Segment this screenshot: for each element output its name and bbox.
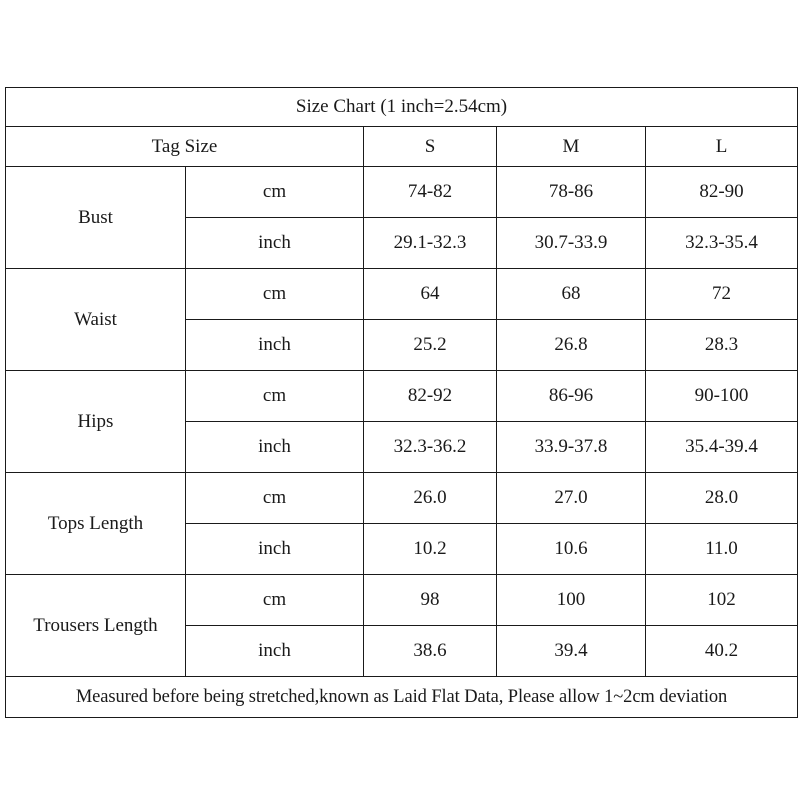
measurement-name: Trousers Length (6, 575, 186, 677)
value-cell-m: 86-96 (497, 371, 646, 422)
size-header-m: M (497, 127, 646, 167)
value-cell-l: 11.0 (646, 524, 798, 575)
value-cell-m: 26.8 (497, 320, 646, 371)
measurement-name: Hips (6, 371, 186, 473)
value-cell-s: 32.3-36.2 (364, 422, 497, 473)
unit-label-cm: cm (186, 371, 364, 422)
value-cell-m: 39.4 (497, 626, 646, 677)
unit-label-cm: cm (186, 575, 364, 626)
table-row (6, 167, 798, 218)
unit-label-inch: inch (186, 320, 364, 371)
value-cell-m: 78-86 (497, 167, 646, 218)
value-cell-m: 30.7-33.9 (497, 218, 646, 269)
value-cell-m: 27.0 (497, 473, 646, 524)
unit-label-cm: cm (186, 167, 364, 218)
size-header-l: L (646, 127, 798, 167)
measurement-name: Waist (6, 269, 186, 371)
value-cell-s: 10.2 (364, 524, 497, 575)
tag-size-label: Tag Size (6, 127, 364, 167)
table-row (6, 575, 798, 626)
chart-title: Size Chart (1 inch=2.54cm) (6, 88, 798, 127)
value-cell-s: 64 (364, 269, 497, 320)
size-chart-table (5, 87, 798, 718)
size-header-s: S (364, 127, 497, 167)
value-cell-s: 26.0 (364, 473, 497, 524)
unit-label-cm: cm (186, 269, 364, 320)
value-cell-l: 72 (646, 269, 798, 320)
measurement-name: Bust (6, 167, 186, 269)
value-cell-m: 68 (497, 269, 646, 320)
value-cell-m: 10.6 (497, 524, 646, 575)
value-cell-l: 28.3 (646, 320, 798, 371)
value-cell-l: 82-90 (646, 167, 798, 218)
value-cell-l: 32.3-35.4 (646, 218, 798, 269)
table-row (6, 269, 798, 320)
value-cell-l: 28.0 (646, 473, 798, 524)
value-cell-s: 98 (364, 575, 497, 626)
unit-label-inch: inch (186, 218, 364, 269)
unit-label-cm: cm (186, 473, 364, 524)
footer-row (6, 677, 798, 718)
tag-size-row (6, 127, 798, 167)
value-cell-s: 25.2 (364, 320, 497, 371)
table-row (6, 473, 798, 524)
unit-label-inch: inch (186, 626, 364, 677)
title-row (6, 88, 798, 127)
unit-label-inch: inch (186, 422, 364, 473)
measurement-name: Tops Length (6, 473, 186, 575)
value-cell-l: 40.2 (646, 626, 798, 677)
value-cell-s: 38.6 (364, 626, 497, 677)
value-cell-s: 29.1-32.3 (364, 218, 497, 269)
footer-note: Measured before being stretched,known as Laid Flat Data, Please allow 1~2cm deviation (6, 677, 798, 718)
value-cell-l: 90-100 (646, 371, 798, 422)
table-row (6, 371, 798, 422)
value-cell-s: 74-82 (364, 167, 497, 218)
value-cell-m: 33.9-37.8 (497, 422, 646, 473)
unit-label-inch: inch (186, 524, 364, 575)
value-cell-m: 100 (497, 575, 646, 626)
value-cell-s: 82-92 (364, 371, 497, 422)
value-cell-l: 35.4-39.4 (646, 422, 798, 473)
value-cell-l: 102 (646, 575, 798, 626)
